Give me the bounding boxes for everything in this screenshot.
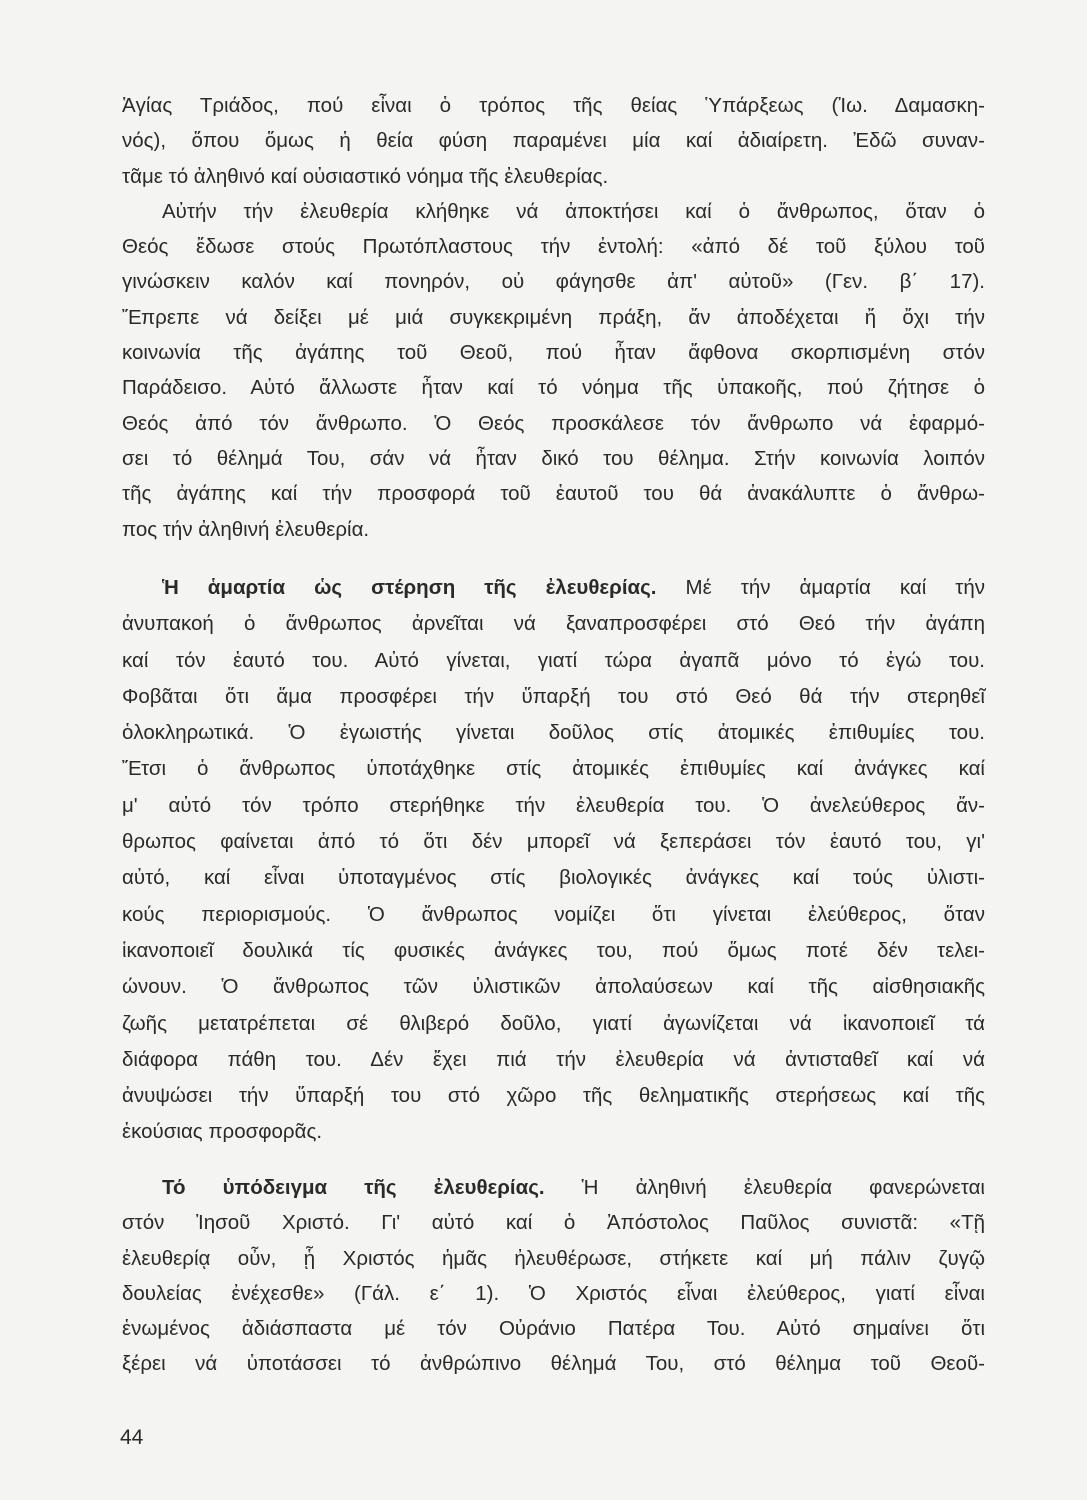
- text-line: κοινωνία τῆς ἀγάπης τοῦ Θεοῦ, πού ἦταν ἄφθονα σκορπισμένη στόν: [122, 341, 985, 365]
- text-line: καί τόν ἑαυτό του. Αὐτό γίνεται, γιατί τώρα ἀγαπᾶ μόνο τό ἐγώ του.: [122, 648, 985, 672]
- text-line: πος τήν ἀληθινή ἐλευθερία.: [122, 517, 370, 541]
- text-line: Ἔτσι ὁ ἄνθρωπος ὑποτάχθηκε στίς ἀτομικές ἐπιθυμίες καί ἀνάγκες καί: [122, 757, 985, 781]
- text-line: Αὐτήν τήν ἐλευθερία κλήθηκε νά ἀποκτήσει καί ὁ ἄνθρωπος, ὅταν ὁ: [162, 199, 985, 223]
- text-line: τᾶμε τό ἀληθινό καί οὐσιαστικό νόημα τῆς ἐλευθερίας.: [122, 164, 609, 188]
- text-line: κούς περιορισμούς. Ὁ ἄνθρωπος νομίζει ὅτι γίνεται ἐλεύθερος, ὅταν: [122, 902, 985, 926]
- text-line: ὁλοκληρωτικά. Ὁ ἐγωιστής γίνεται δοῦλος στίς ἀτομικές ἐπιθυμίες του.: [122, 721, 985, 745]
- section-heading: Τό ὑπόδειγμα τῆς ἐλευθερίας.: [162, 1176, 545, 1199]
- section-sin: [122, 570, 985, 1151]
- text-line: ἀνυψώσει τήν ὕπαρξή του στό χῶρο τῆς θεληματικῆς στερήσεως καί τῆς: [122, 1084, 985, 1108]
- text-line: [122, 1170, 985, 1205]
- text-line: σει τό θέλημά Του, σάν νά ἦταν δικό του θέλημα. Στήν κοινωνία λοιπόν: [122, 446, 985, 470]
- text-line: ζωῆς μετατρέπεται σέ θλιβερό δοῦλο, γιατί ἀγωνίζεται νά ἱκανοποιεῖ τά: [122, 1011, 985, 1035]
- text-line: Θεός ἔδωσε στούς Πρωτόπλαστους τήν ἐντολή: «ἀπό δέ τοῦ ξύλου τοῦ: [122, 235, 985, 259]
- text-line: Ἁγίας Τριάδος, πού εἶναι ὁ τρόπος τῆς θείας Ὑπάρξεως (Ἰω. Δαμασκη-: [122, 94, 985, 117]
- paragraph: [122, 194, 985, 547]
- text-line: διάφορα πάθη του. Δέν ἔχει πιά τήν ἐλευθερία νά ἀντισταθεῖ καί νά: [122, 1047, 985, 1071]
- text-line: νός), ὅπου ὅμως ἡ θεία φύση παραμένει μία καί ἀδιαίρετη. Ἐδῶ συναν-: [122, 129, 985, 153]
- section-example: [122, 1170, 985, 1382]
- page-body-top: [122, 88, 985, 547]
- text-line: ἱκανοποιεῖ δουλικά τίς φυσικές ἀνάγκες του, πού ὅμως ποτέ δέν τελει-: [122, 938, 985, 962]
- text-line: Παράδεισο. Αὐτό ἄλλωστε ἦταν καί τό νόημα τῆς ὑπακοῆς, πού ζήτησε ὁ: [122, 376, 985, 400]
- section-heading: Ἡ ἁμαρτία ὡς στέρηση τῆς ἐλευθερίας.: [162, 576, 657, 599]
- text-line: ἀνυπακοή ὁ ἄνθρωπος ἀρνεῖται νά ξαναπροσφέρει στό Θεό τήν ἀγάπη: [122, 612, 985, 636]
- paragraph: [122, 88, 985, 194]
- text-line: ἑκούσιας προσφορᾶς.: [122, 1120, 323, 1144]
- text-line: δουλείας ἐνέχεσθε» (Γάλ. ε΄ 1). Ὁ Χριστός εἶναι ἐλεύθερος, γιατί εἶναι: [122, 1281, 985, 1305]
- page-number: 44: [120, 1426, 144, 1449]
- text-line: Ἔπρεπε νά δείξει μέ μιά συγκεκριμένη πράξη, ἄν ἀποδέχεται ἤ ὄχι τήν: [122, 305, 985, 329]
- text-line: τῆς ἀγάπης καί τήν προσφορά τοῦ ἑαυτοῦ του θά ἀνακάλυπτε ὁ ἄνθρω-: [122, 482, 985, 506]
- text-line: στόν Ἰησοῦ Χριστό. Γι' αὐτό καί ὁ Ἀπόστολος Παῦλος συνιστᾶ: «Τῇ: [122, 1211, 985, 1235]
- text-line: μ' αὐτό τόν τρόπο στερήθηκε τήν ἐλευθερία του. Ὁ ἀνελεύθερος ἄν-: [122, 793, 985, 817]
- text-line: ἑνωμένος ἀδιάσπαστα μέ τόν Οὐράνιο Πατέρα Του. Αὐτό σημαίνει ὅτι: [122, 1317, 985, 1341]
- text-line: ξέρει νά ὑποτάσσει τό ἀνθρώπινο θέλημά Του, στό θέλημα τοῦ Θεοῦ-: [122, 1352, 985, 1376]
- text-span: Ἡ ἀληθινή ἐλευθερία φανερώνεται: [544, 1176, 985, 1199]
- text-line: γινώσκειν καλόν καί πονηρόν, οὐ φάγησθε ἀπ' αὐτοῦ» (Γεν. β΄ 17).: [122, 270, 985, 294]
- paragraph: [122, 570, 985, 1151]
- text-line: αὐτό, καί εἶναι ὑποταγμένος στίς βιολογικές ἀνάγκες καί τούς ὑλιστι-: [122, 866, 985, 890]
- text-span: Μέ τήν ἁμαρτία καί τήν: [656, 576, 985, 599]
- text-line: ώνουν. Ὁ ἄνθρωπος τῶν ὑλιστικῶν ἀπολαύσεων καί τῆς αἰσθησιακῆς: [122, 975, 985, 999]
- text-line: θρωπος φαίνεται ἀπό τό ὅτι δέν μπορεῖ νά ξεπεράσει τόν ἑαυτό του, γι': [122, 830, 985, 854]
- text-line: [122, 570, 985, 606]
- text-line: Θεός ἀπό τόν ἄνθρωπο. Ὁ Θεός προσκάλεσε τόν ἄνθρωπο νά ἐφαρμό-: [122, 411, 985, 435]
- text-line: Φοβᾶται ὅτι ἅμα προσφέρει τήν ὕπαρξή του στό Θεό θά τήν στερηθεῖ: [122, 684, 985, 708]
- text-line: ἐλευθερίᾳ οὖν, ᾗ Χριστός ἡμᾶς ἠλευθέρωσε, στήκετε καί μή πάλιν ζυγῷ: [122, 1246, 985, 1270]
- paragraph: [122, 1170, 985, 1382]
